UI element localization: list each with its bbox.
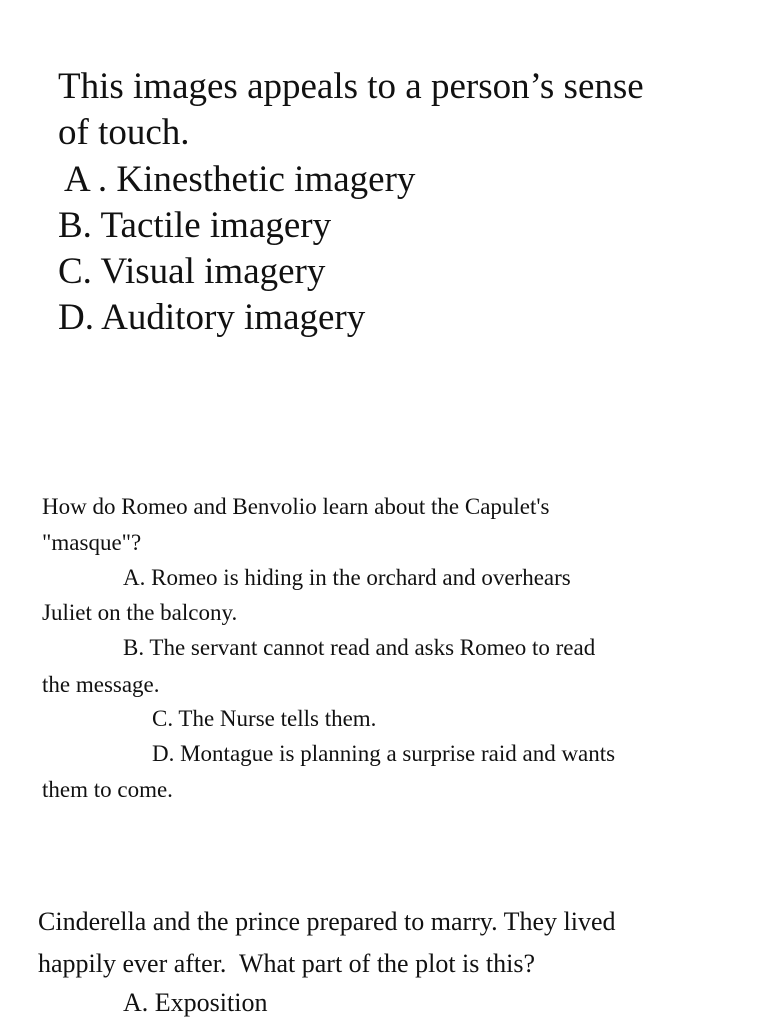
- question-1-option-b: B. Tactile imagery: [58, 205, 332, 246]
- question-2-prompt-line-2: "masque"?: [42, 530, 142, 555]
- question-1-option-a: A . Kinesthetic imagery: [64, 159, 416, 200]
- question-2-prompt-line-1: How do Romeo and Benvolio learn about the Capulet's: [42, 494, 550, 519]
- question-2-option-c: C. The Nurse tells them.: [152, 706, 377, 731]
- question-1-option-c: C. Visual imagery: [58, 251, 326, 292]
- question-2-option-d-line-2: them to come.: [42, 777, 173, 802]
- question-2-option-a-line-1: A. Romeo is hiding in the orchard and overhears: [123, 565, 571, 590]
- question-2-option-b-line-1: B. The servant cannot read and asks Romeo to read: [123, 635, 596, 660]
- question-3-prompt-line-2: happily ever after. What part of the plot is this?: [38, 949, 535, 978]
- question-2-option-b-line-2: the message.: [42, 672, 160, 697]
- question-2-option-d-line-1: D. Montague is planning a surprise raid and wants: [152, 741, 616, 766]
- question-3-option-a: A. Exposition: [123, 988, 268, 1017]
- question-1-option-d: D. Auditory imagery: [58, 297, 366, 338]
- question-2-option-a-line-2: Juliet on the balcony.: [42, 600, 238, 625]
- question-1-prompt-line-2: of touch.: [58, 112, 190, 153]
- question-3-prompt-line-1: Cinderella and the prince prepared to marry. They lived: [38, 907, 616, 936]
- question-1-prompt-line-1: This images appeals to a person’s sense: [58, 66, 644, 107]
